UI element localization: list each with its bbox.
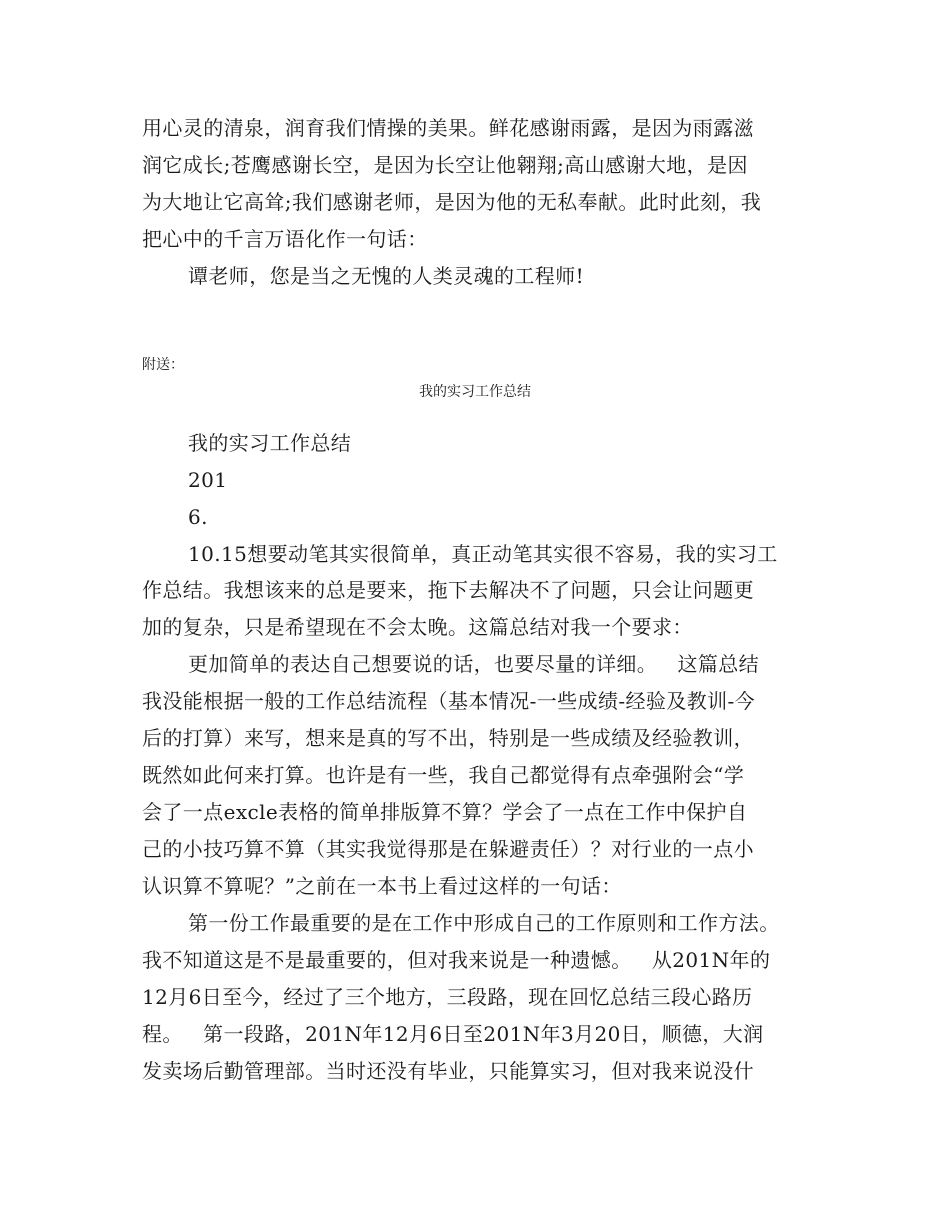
body-line: 后的打算）来写，想来是真的写不出，特别是一些成绩及经验教训， <box>142 726 754 750</box>
appendix-label: 附送： <box>142 357 184 373</box>
body-line: 10.15想要动笔其实很简单，真正动笔其实很不容易，我的实习工 <box>188 542 778 566</box>
body-line: 加的复杂，只是希望现在不会太晚。这篇总结对我一个要求： <box>142 615 693 639</box>
body-line: 更加简单的表达自己想要说的话，也要尽量的详细。 这篇总结 <box>188 652 760 676</box>
body-line: 既然如此何来打算。也许是有一些，我自己都觉得有点牵强附会“学 <box>142 763 745 787</box>
paragraph-line: 润它成长;苍鹰感谢长空，是因为长空让他翱翔;高山感谢大地，是因 <box>142 153 748 177</box>
body-line: 我没能根据一般的工作总结流程（基本情况-一些成绩-经验及教训-今 <box>142 689 756 713</box>
paragraph-line: 为大地让它高耸;我们感谢老师，是因为他的无私奉献。此时此刻，我 <box>142 190 762 214</box>
body-line: 发卖场后勤管理部。当时还没有毕业，只能算实习，但对我来说没什 <box>142 1059 754 1083</box>
closing-line: 谭老师，您是当之无愧的人类灵魂的工程师! <box>188 264 585 288</box>
body-line: 己的小技巧算不算（其实我觉得那是在躲避责任）？对行业的一点小 <box>142 837 754 861</box>
body-line: 第一份工作最重要的是在工作中形成自己的工作原则和工作方法。 <box>188 911 780 935</box>
paragraph-line: 把心中的千言万语化作一句话： <box>142 227 428 251</box>
appendix-title: 我的实习工作总结 <box>419 384 531 400</box>
body-line: 认识算不算呢？”之前在一本书上看过这样的一句话： <box>142 874 622 898</box>
date-part: 201 <box>188 468 228 492</box>
body-line: 12月6日至今，经过了三个地方，三段路，现在回忆总结三段心路历 <box>142 985 753 1009</box>
body-line: 会了一点excle表格的简单排版算不算？学会了一点在工作中保护自 <box>142 800 748 824</box>
paragraph-line: 用心灵的清泉，润育我们情操的美果。鲜花感谢雨露，是因为雨露滋 <box>142 116 754 140</box>
body-heading: 我的实习工作总结 <box>188 431 352 455</box>
body-line: 程。 第一段路，201N年12月6日至201N年3月20日，顺德，大润 <box>142 1022 764 1046</box>
date-part: 6. <box>188 505 208 529</box>
body-line: 我不知道这是不是最重要的，但对我来说是一种遗憾。 从201N年的 <box>142 948 771 972</box>
body-line: 作总结。我想该来的总是要来，拖下去解决不了问题，只会让问题更 <box>142 578 754 602</box>
